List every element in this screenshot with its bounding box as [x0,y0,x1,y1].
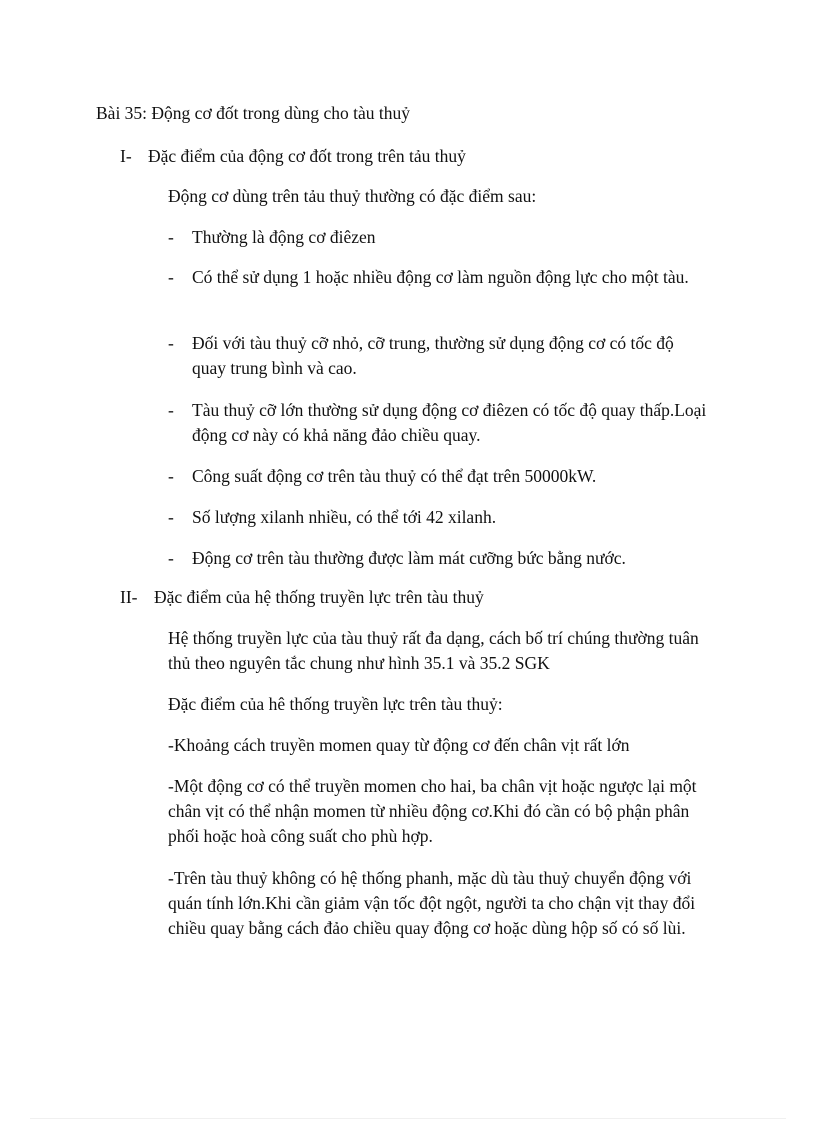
section-2-heading [120,587,484,608]
bullet-dash: - [168,466,174,486]
bullet-dash: - [168,227,174,247]
section-1-heading [120,146,466,167]
bullet-text: Tàu thuỷ cỡ lớn thường sử dụng động cơ điêzen có tốc độ quay thấp.Loại động cơ này có khả năng đảo chiều quay. [192,400,707,445]
section-1-intro: Động cơ dùng trên tảu thuỷ thường có đặc điểm sau: [168,186,537,206]
bullet-dash: - [168,507,174,527]
bullet-dash: - [168,333,174,353]
bullet-text: Thường là động cơ điêzen [192,227,376,247]
section-2-paragraph: -Khoảng cách truyền momen quay từ động cơ đến chân vịt rất lớn [168,735,630,755]
bullet-item [168,225,712,250]
page-divider [30,1118,786,1119]
bullet-item [168,546,712,571]
bullet-item [168,265,712,290]
section-2-paragraph: Đặc điểm của hê thống truyền lực trên tàu thuỷ: [168,694,503,714]
section-2-number: II- [120,587,138,607]
bullet-item [168,505,712,530]
bullet-text: Số lượng xilanh nhiều, có thể tới 42 xilanh. [192,507,497,527]
bullet-item [168,398,712,448]
section-1-title: Đặc điểm của động cơ đốt trong trên tảu thuỷ [148,146,466,166]
bullet-dash: - [168,267,174,287]
section-2-paragraph: -Một động cơ có thể truyền momen cho hai, ba chân vịt hoặc ngược lại một chân vịt có thể nhận momen từ nhiều động cơ.Khi đó cần có bộ phận phân phối hoặc hoà công suất cho phù hợp. [168,776,697,846]
bullet-text: Đối với tàu thuỷ cỡ nhỏ, cỡ trung, thường sử dụng động cơ có tốc độ quay trung bình và cao. [192,333,674,378]
bullet-text: Có thể sử dụng 1 hoặc nhiều động cơ làm nguồn động lực cho một tàu. [192,267,689,287]
bullet-item [168,331,712,381]
bullet-dash: - [168,548,174,568]
section-2-paragraph: Hệ thống truyền lực của tàu thuỷ rất đa dạng, cách bố trí chúng thường tuân thủ theo nguyên tắc chung như hình 35.1 và 35.2 SGK [168,628,699,673]
bullet-dash: - [168,400,174,420]
section-2-paragraph: -Trên tàu thuỷ không có hệ thống phanh, mặc dù tàu thuỷ chuyển động với quán tính lớn.Khi cần giảm vận tốc đột ngột, người ta cho chận vịt thay đổi chiều quay bằng cách đảo chiều quay động cơ hoặc dùng hộp số có số lùi. [168,868,696,938]
bullet-text: Công suất động cơ trên tàu thuỷ có thể đạt trên 50000kW. [192,466,597,486]
lesson-title: Bài 35: Động cơ đốt trong dùng cho tàu thuỷ [96,103,411,123]
bullet-text: Động cơ trên tàu thường được làm mát cưỡng bức bằng nước. [192,548,626,568]
section-2-title: Đặc điểm của hệ thống truyền lực trên tàu thuỷ [154,587,484,607]
section-1-number: I- [120,146,132,166]
bullet-item [168,464,712,489]
